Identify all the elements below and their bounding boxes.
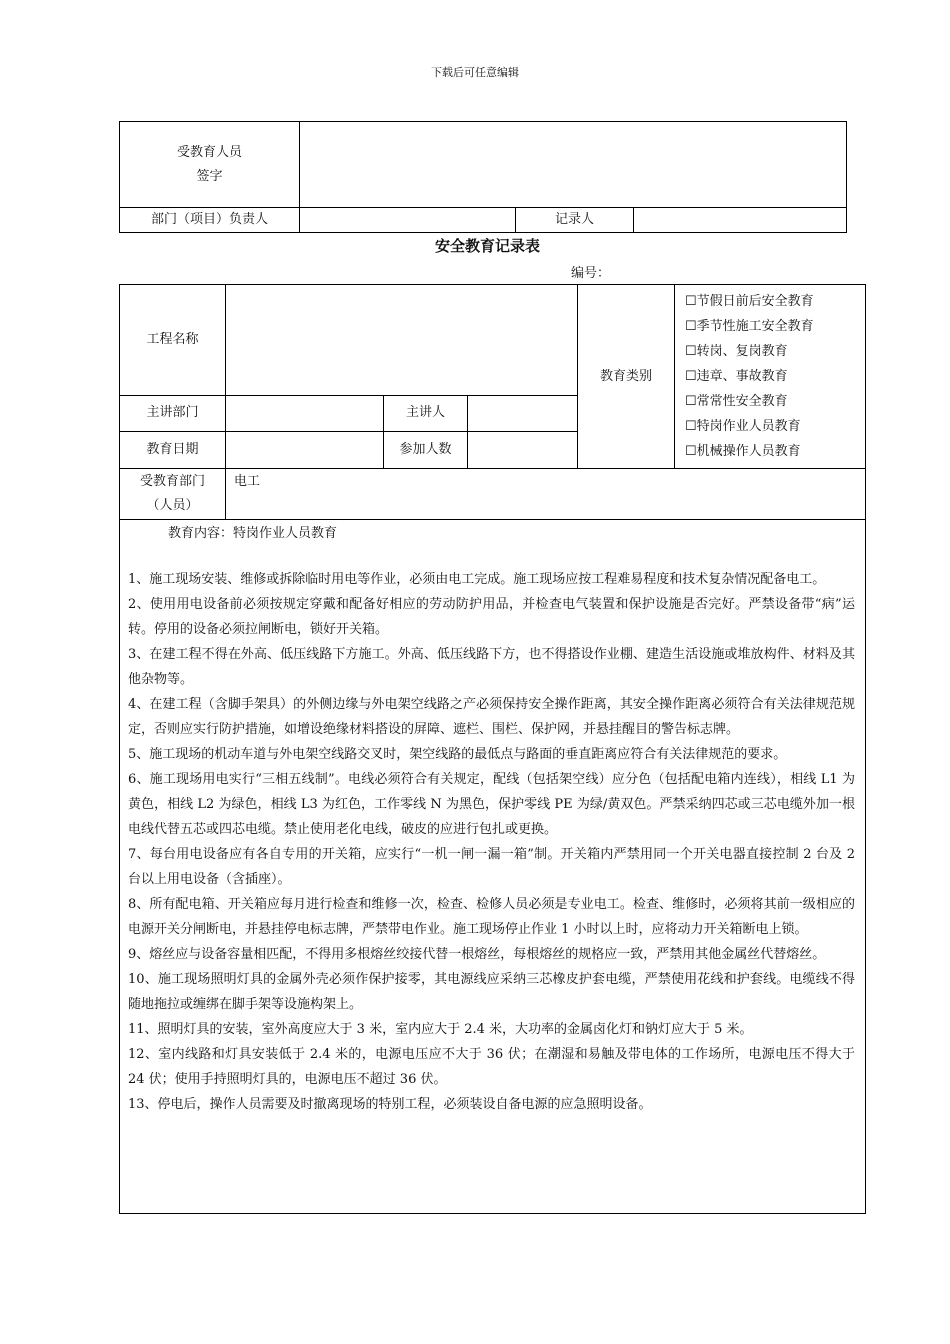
- signature-table: [119, 121, 847, 233]
- content-paragraph: 1、施工现场安装、维修或拆除临时用电等作业，必须由电工完成。施工现场应按工程难易程度和技术复杂情况配备电工。: [128, 572, 826, 587]
- content-paragraph: 10、施工现场照明灯具的金属外壳必须作保护接零，其电源线应采纳三芯橡皮护套电缆，严禁使用花线和护套线。电缆线不得随地拖拉或缠绑在脚手架等设施构架上。: [128, 972, 856, 1012]
- page-title: 安全教育记录表: [434, 237, 540, 255]
- attendees-label: 参加人数: [384, 431, 468, 468]
- category-checkbox[interactable]: ☐特岗作业人员教育: [685, 419, 801, 434]
- serial-number-label: 编号：: [571, 266, 611, 281]
- education-category-list: [675, 285, 866, 469]
- content-paragraph: 12、室内线路和灯具安装低于 2.4 米的，电源电压应不大于 36 伏；在潮湿和易触及带电体的工作场所，电源电压不得大于 24 伏；使用手持照明灯具的，电源电压不超过 36 伏。: [128, 1047, 856, 1087]
- content-paragraph: 4、在建工程（含脚手架具）的外侧边缘与外电架空线路之产必须保持安全操作距离，其安全操作距离必须符合有关法律规范规定，否则应实行防护措施，如增设绝缘材料搭设的屏障、遮栏、围栏、保护网，并悬挂醒目的警告标志牌。: [128, 697, 856, 737]
- category-checkbox[interactable]: ☐机械操作人员教育: [685, 444, 801, 459]
- content-paragraph: 5、施工现场的机动车道与外电架空线路交叉时，架空线路的最低点与路面的垂直距离应符合有关法律规范的要求。: [128, 747, 787, 762]
- content-paragraph: 9、熔丝应与设备容量相匹配，不得用多根熔丝绞接代替一根熔丝，每根熔丝的规格应一致，严禁用其他金属丝代替熔丝。: [128, 947, 826, 962]
- content-paragraph: 3、在建工程不得在外高、低压线路下方施工。外高、低压线路下方，也不得搭设作业棚、建造生活设施或堆放构件、材料及其他杂物等。: [128, 647, 856, 687]
- recorder-label: 记录人: [516, 208, 634, 233]
- project-name-label: 工程名称: [120, 285, 226, 396]
- education-content: [120, 520, 866, 1214]
- lecture-dept-field[interactable]: [226, 395, 384, 431]
- content-paragraph: 7、每台用电设备应有各自专用的开关箱，应实行“一机一闸一漏一箱”制。开关箱内严禁用同一个开关电器直接控制 2 台及 2 台以上用电设备（含插座）。: [128, 847, 856, 887]
- trainee-dept-value[interactable]: 电工: [226, 469, 866, 520]
- content-paragraph: 8、所有配电箱、开关箱应每月进行检查和维修一次，检查、检修人员必须是专业电工。检查、维修时，必须将其前一级相应的电源开关分闸断电，并悬挂停电标志牌，严禁带电作业。施工现场停止作业 1 小时以上时，应将动力开关箱断电上锁。: [128, 897, 856, 937]
- education-category-label: 教育类别: [578, 285, 675, 469]
- dept-head-label: 部门（项目）负责人: [120, 208, 300, 233]
- category-checkbox[interactable]: ☐常常性安全教育: [685, 394, 788, 409]
- attendees-field[interactable]: [468, 431, 578, 468]
- category-checkbox[interactable]: ☐转岗、复岗教育: [685, 344, 788, 359]
- dept-head-field[interactable]: [300, 208, 516, 233]
- category-checkbox[interactable]: ☐违章、事故教育: [685, 369, 788, 384]
- lecturer-label: 主讲人: [384, 395, 468, 431]
- trainee-dept-label: 受教育部门 （人员）: [120, 469, 226, 520]
- recorder-field[interactable]: [634, 208, 847, 233]
- header-note: 下载后可任意编辑: [431, 66, 519, 79]
- content-paragraph: 11、照明灯具的安装，室外高度应大于 3 米，室内应大于 2.4 米，大功率的金属卤化灯和钠灯应大于 5 米。: [128, 1022, 753, 1037]
- content-intro: 教育内容：特岗作业人员教育: [168, 526, 338, 541]
- trainee-sign-field[interactable]: [300, 122, 847, 208]
- edu-date-label: 教育日期: [120, 431, 226, 468]
- category-checkbox[interactable]: ☐季节性施工安全教育: [685, 319, 814, 334]
- lecture-dept-label: 主讲部门: [120, 395, 226, 431]
- edu-date-field[interactable]: [226, 431, 384, 468]
- category-checkbox[interactable]: ☐节假日前后安全教育: [685, 294, 814, 309]
- trainee-sign-label: 受教育人员 签字: [120, 122, 300, 208]
- project-name-field[interactable]: [226, 285, 578, 396]
- content-paragraph: 2、使用用电设备前必须按规定穿戴和配备好相应的劳动防护用品，并检查电气装置和保护设施是否完好。严禁设备带“病”运转。停用的设备必须拉闸断电，锁好开关箱。: [128, 597, 856, 637]
- education-record-table: [119, 284, 866, 1214]
- content-paragraph: 6、施工现场用电实行“三相五线制”。电线必须符合有关规定，配线（包括架空线）应分色（包括配电箱内连线），相线 L1 为黄色，相线 L2 为绿色，相线 L3 为红色，工作零线 N 为黑色，保护零线 PE 为绿/黄双色。严禁采纳四芯或三芯电缆外加一根电线代替五芯或四芯电缆。禁止使用老化电线，破皮的应进行包扎或更换。: [128, 772, 856, 837]
- lecturer-field[interactable]: [468, 395, 578, 431]
- content-paragraph: 13、停电后，操作人员需要及时撤离现场的特别工程，必须装设自备电源的应急照明设备。: [128, 1097, 652, 1112]
